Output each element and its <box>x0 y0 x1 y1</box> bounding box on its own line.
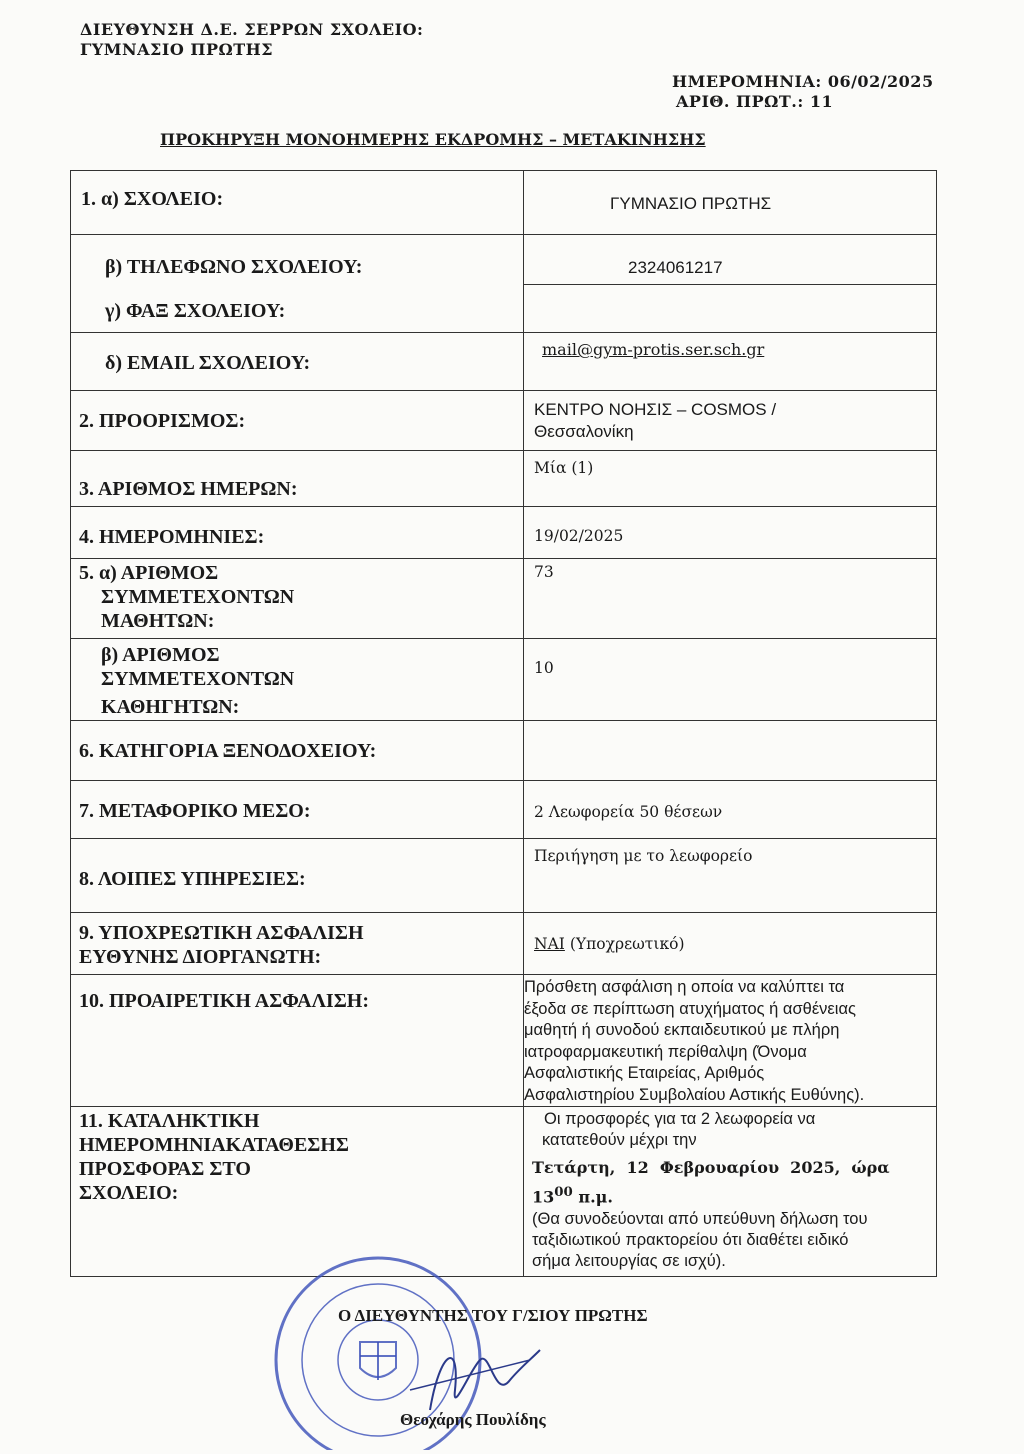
value-cell <box>524 333 937 391</box>
insurance-label-line1: 9. ΥΠΟΧΡΕΩΤΙΚΗ ΑΣΦΑΛΙΣΗ <box>79 922 364 944</box>
hotel-label: 6. ΚΑΤΗΓΟΡΙΑ ΞΕΝΟΔΟΧΕΙΟΥ: <box>79 740 377 762</box>
label-cell <box>71 975 524 1107</box>
days-value: Μία (1) <box>534 459 594 477</box>
school-value: ΓΥΜΝΑΣΙΟ ΠΡΩΤΗΣ <box>610 194 772 213</box>
dates-value: 19/02/2025 <box>534 527 624 545</box>
fax-label: γ) ΦΑΞ ΣΧΟΛΕΙΟΥ: <box>105 299 286 322</box>
label-cell <box>71 639 524 721</box>
teachers-label-line1: β) ΑΡΙΘΜΟΣ <box>101 644 220 666</box>
table-row-optional-insurance <box>71 975 937 1107</box>
label-cell <box>71 235 524 285</box>
phone-value: 2324061217 <box>628 258 723 277</box>
value-cell <box>524 507 937 559</box>
deadline-note-line: σήμα λειτουργίας σε ισχύ). <box>532 1252 726 1271</box>
table-row-deadline <box>71 1107 937 1277</box>
value-cell <box>524 975 937 1107</box>
signature-title: Ο ΔΙΕΥΘΥΝΤΗΣ ΤΟΥ Γ/ΣΙΟΥ ΠΡΩΤΗΣ <box>338 1306 648 1325</box>
value-cell <box>524 913 937 975</box>
teachers-label-line3: ΚΑΘΗΓΗΤΩΝ: <box>101 696 240 718</box>
optional-insurance-line: μαθητή ή συνοδού εκπαιδευτικού με πλήρη <box>524 1021 840 1039</box>
label-cell <box>71 721 524 781</box>
destination-label: 2. ΠΡΟΟΡΙΣΜΟΣ: <box>79 410 246 432</box>
table-row-services <box>71 839 937 913</box>
directorate-text: ΔΙΕΥΘΥΝΣΗ Δ.Ε. ΣΕΡΡΩΝ ΣΧΟΛΕΙΟ: <box>80 20 424 39</box>
transport-value: 2 Λεωφορεία 50 θέσεων <box>534 803 723 821</box>
deadline-line1: Οι προσφορές για τα 2 λεωφορεία να <box>544 1110 816 1128</box>
services-value: Περιήγηση με το λεωφορείο <box>534 847 753 865</box>
value-cell <box>524 391 937 451</box>
deadline-note-line: (Θα συνοδεύονται από υπεύθυνη δήλωση του <box>532 1210 868 1229</box>
table-row-hotel <box>71 721 937 781</box>
optional-insurance-line: Ασφαλιστηρίου Συμβολαίου Αστικής Ευθύνης). <box>524 1085 865 1104</box>
table-row-teachers <box>71 639 937 721</box>
destination-value-line1: ΚΕΝΤΡΟ ΝΟΗΣΙΣ – COSMOS / <box>534 400 777 419</box>
services-label: 8. ΛΟΙΠΕΣ ΥΠΗΡΕΣΙΕΣ: <box>79 868 306 890</box>
optional-insurance-line: έξοδα σε περίπτωση ατυχήματος ή ασθένειας <box>524 999 856 1018</box>
value-cell <box>524 171 937 235</box>
label-cell <box>71 839 524 913</box>
directorate-header <box>80 20 423 60</box>
insurance-value-rest: (Υποχρεωτικό) <box>564 935 685 953</box>
deadline-label-line3: ΠΡΟΣΦΟΡΑΣ ΣΤΟ <box>79 1158 251 1180</box>
label-cell <box>71 171 524 235</box>
email-value: mail@gym-protis.ser.sch.gr <box>542 340 765 359</box>
table-row-transport <box>71 781 937 839</box>
insurance-value-yes: ΝΑΙ <box>534 935 565 953</box>
table-row-days <box>71 451 937 507</box>
table-row-email <box>71 333 937 391</box>
phone-label: β) ΤΗΛΕΦΩΝΟ ΣΧΟΛΕΙΟΥ: <box>105 256 363 278</box>
deadline-note-line: ταξιδιωτικού πρακτορείου ότι διαθέτει ειδικό <box>532 1231 849 1250</box>
date-block <box>672 72 934 112</box>
table-row-students <box>71 559 937 639</box>
teachers-value: 10 <box>534 659 554 677</box>
label-cell <box>71 333 524 391</box>
students-label-line3: ΜΑΘΗΤΩΝ: <box>101 610 215 632</box>
label-cell <box>71 391 524 451</box>
school-label: 1. α) ΣΧΟΛΕΙΟ: <box>81 188 224 210</box>
deadline-date: Τετάρτη, 12 Φεβρουαρίου 2025, ώρα <box>532 1158 890 1177</box>
teachers-label-line2: ΣΥΜΜΕΤΕΧΟΝΤΩΝ <box>101 668 295 690</box>
value-cell <box>524 839 937 913</box>
value-cell <box>524 559 937 639</box>
insurance-label-line2: ΕΥΘΥΝΗΣ ΔΙΟΡΓΑΝΩΤΗ: <box>79 946 322 968</box>
table-row-destination <box>71 391 937 451</box>
days-label: 3. ΑΡΙΘΜΟΣ ΗΜΕΡΩΝ: <box>79 478 298 500</box>
destination-value-line2: Θεσσαλονίκη <box>534 422 634 441</box>
trip-details-table <box>70 170 937 1277</box>
students-label-line2: ΣΥΜΜΕΤΕΧΟΝΤΩΝ <box>101 586 295 608</box>
table-row-school <box>71 171 937 235</box>
value-cell <box>524 1107 937 1277</box>
deadline-time <box>532 1178 936 1207</box>
document-title: ΠΡΟΚΗΡΥΞΗ ΜΟΝΟΗΜΕΡΗΣ ΕΚΔΡΟΜΗΣ – ΜΕΤΑΚΙΝΗΣΗΣ <box>160 130 706 149</box>
signature-name: Θεοχάρης Πουλίδης <box>400 1410 546 1429</box>
deadline-label-line2: ΗΜΕΡΟΜΗΝΙΑΚΑΤΑΘΕΣΗΣ <box>79 1134 349 1156</box>
label-cell <box>71 913 524 975</box>
table-row-insurance <box>71 913 937 975</box>
deadline-time-hour: 13 <box>532 1187 555 1207</box>
transport-label: 7. ΜΕΤΑΦΟΡΙΚΟ ΜΕΣΟ: <box>79 800 311 822</box>
optional-insurance-line: Ασφαλιστικής Εταιρείας, Αριθμός <box>524 1064 765 1082</box>
date-text: ΗΜΕΡΟΜΗΝΙΑ: 06/02/2025 <box>672 72 934 91</box>
deadline-time-suffix: π.μ. <box>572 1187 613 1207</box>
table-row-phone <box>71 235 937 285</box>
protocol-text: ΑΡΙΘ. ΠΡΩΤ.: 11 <box>676 92 834 111</box>
value-cell <box>524 639 937 721</box>
value-cell <box>524 235 937 285</box>
email-label: δ) EMAIL ΣΧΟΛΕΙΟΥ: <box>105 352 311 374</box>
deadline-label-line4: ΣΧΟΛΕΙΟ: <box>79 1182 179 1204</box>
label-cell <box>71 507 524 559</box>
table-row-dates <box>71 507 937 559</box>
optional-insurance-line: ιατροφαρμακευτική περίθαλψη (Όνομα <box>524 1042 807 1061</box>
deadline-label-line1: 11. ΚΑΤΑΛΗΚΤΙΚΗ <box>79 1110 260 1132</box>
value-cell <box>524 721 937 781</box>
value-cell <box>524 451 937 507</box>
label-cell <box>71 451 524 507</box>
table-row-fax <box>71 285 937 333</box>
students-label-line1: 5. α) ΑΡΙΘΜΟΣ <box>79 562 219 584</box>
school-header-text: ΓΥΜΝΑΣΙΟ ΠΡΩΤΗΣ <box>80 40 274 59</box>
deadline-time-minutes: 00 <box>554 1184 573 1200</box>
value-cell <box>524 285 937 333</box>
label-cell <box>71 285 524 333</box>
optional-insurance-label: 10. ΠΡΟΑΙΡΕΤΙΚΗ ΑΣΦΑΛΙΣΗ: <box>79 990 369 1012</box>
label-cell <box>71 781 524 839</box>
deadline-line2: κατατεθούν μέχρι την <box>542 1131 697 1149</box>
students-value: 73 <box>534 563 554 581</box>
value-cell <box>524 781 937 839</box>
label-cell <box>71 559 524 639</box>
optional-insurance-line: Πρόσθετη ασφάλιση η οποία να καλύπτει τα <box>524 978 845 996</box>
dates-label: 4. ΗΜΕΡΟΜΗΝΙΕΣ: <box>79 526 265 548</box>
